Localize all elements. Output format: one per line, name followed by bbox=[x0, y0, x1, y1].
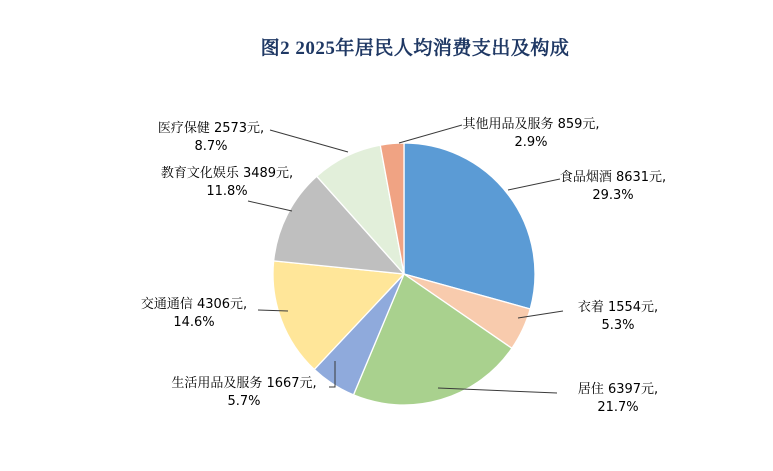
callout-household-goods-services bbox=[171, 375, 316, 411]
callout-percent: 2.9% bbox=[514, 135, 548, 150]
callout-education-culture-recreation bbox=[161, 165, 293, 201]
callout-name-value: 教育文化娱乐 3489元, bbox=[160, 166, 294, 181]
callout-name-value: 食品烟酒 8631元, bbox=[559, 170, 667, 185]
leader-line-other-goods-services bbox=[399, 125, 462, 143]
callout-name-value: 生活用品及服务 1667元, bbox=[171, 376, 317, 391]
callout-percent: 21.7% bbox=[597, 400, 639, 415]
callout-percent: 5.7% bbox=[227, 394, 261, 409]
leader-line-healthcare bbox=[270, 130, 348, 152]
chart-title: 图2 2025年居民人均消费支出及构成 bbox=[260, 38, 570, 59]
callout-name-value: 医疗保健 2573元, bbox=[157, 121, 265, 136]
callout-name-value: 其他用品及服务 859元, bbox=[462, 117, 600, 132]
callout-name-value: 居住 6397元, bbox=[577, 382, 659, 397]
callout-name-value: 衣着 1554元, bbox=[577, 300, 659, 315]
callout-other-goods-services bbox=[462, 116, 599, 152]
leader-line-education-culture-recreation bbox=[248, 201, 292, 211]
callout-percent: 8.7% bbox=[194, 139, 228, 154]
callout-percent: 11.8% bbox=[206, 184, 248, 199]
callout-healthcare bbox=[158, 120, 264, 156]
leader-line-food-tobacco-alcohol bbox=[508, 179, 560, 190]
callout-transport-communication bbox=[141, 296, 247, 332]
callout-housing bbox=[578, 381, 658, 417]
callout-percent: 29.3% bbox=[592, 188, 634, 203]
callout-percent: 5.3% bbox=[601, 318, 635, 333]
callout-percent: 14.6% bbox=[173, 315, 215, 330]
callout-clothing bbox=[578, 299, 658, 335]
callout-food-tobacco-alcohol bbox=[560, 169, 666, 205]
callout-name-value: 交通通信 4306元, bbox=[140, 297, 248, 312]
